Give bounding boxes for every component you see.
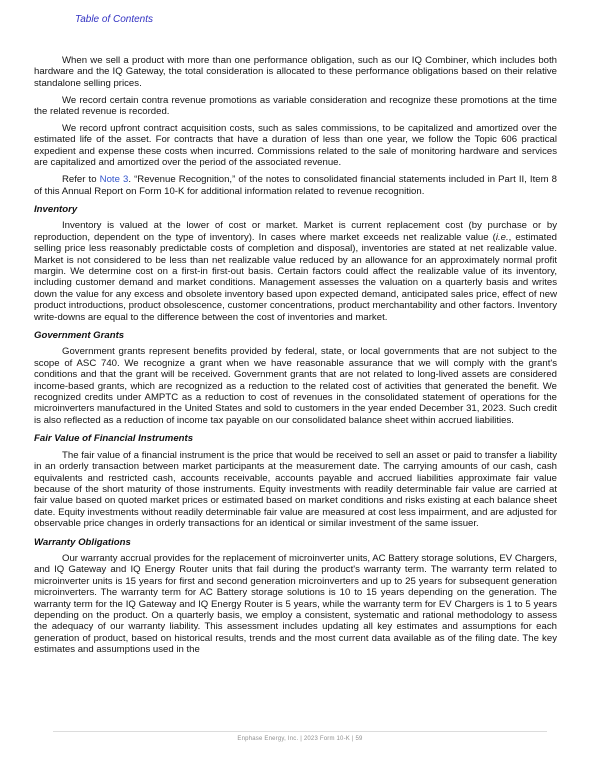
page-content [34, 0, 557, 661]
paragraph-contract-acquisition-costs: We record upfront contract acquisition costs, such as sales commissions, to be capitalized and amortized over the estimated life of the asset. For contracts that have a duration of less than one year, we follow the Topic 606 practical expedient and expense these costs when incurred. Commissions related to the sale of monitoring hardware and services are capitalized and amortized over the period of the associated revenue. [34, 123, 557, 169]
paragraph-text: . “Revenue Recognition,” of the notes to consolidated financial statements included in Part II, Item 8 of this Annual Report on Form 10-K for additional information related to revenue recognition. [34, 174, 557, 197]
heading-inventory: Inventory [34, 203, 78, 215]
ie-abbreviation: i.e. [495, 231, 509, 243]
paragraph-text: , estimated selling price less reasonably predictable costs of completion and disposal), inventories are stated at net realizable value. Market is not considered to be less than net realizable value reduced by an allowance for an approximately normal profit margin. We determine cost on a first-in first-out basis. Certain factors could affect the realizable value of its inventory, including customer demand and market conditions. Management assesses the valuation on a quarterly basis and writes down the value for any excess and obsolete inventory based upon expected demand, anticipated sales price, effect of new product introductions, product obsolescence, customer concentrations, product merchantability and other factors. Inventory write-downs are equal to the difference between the cost of inventories and market. [34, 231, 557, 323]
table-of-contents-link[interactable]: Table of Contents [75, 14, 154, 25]
footer-divider [53, 731, 547, 732]
paragraph-performance-obligation: When we sell a product with more than one performance obligation, such as our IQ Combiner, which includes both hardware and the IQ Gateway, the total consideration is allocated to these performance obligations based on their relative standalone selling prices. [34, 55, 557, 89]
footer-page-label: Enphase Energy, Inc. | 2023 Form 10-K | 59 [237, 736, 363, 742]
paragraph-refer-note-3 [34, 174, 557, 197]
note-3-link[interactable]: Note 3 [99, 174, 129, 186]
paragraph-government-grants: Government grants represent benefits provided by federal, state, or local governments that are not subject to the scope of ASC 740. We recognize a grant when we have reasonable assurance that we will comply with the grant's conditions and that the grant will be received. Government grants that are not related to long-lived assets are considered income-based grants, which are recognized as a reduction to the related cost of activities that generated the benefit. We recognized credits under AMPTC as a reduction to cost of revenues in the consolidated statement of operations for the microinverters manufactured in the United States and sold to customers in the year ended December 31, 2023. Such credit is also reflected as a reduction of income tax payable on our consolidated balance sheet within accrued liabilities. [34, 346, 557, 426]
paragraph-contra-revenue: We record certain contra revenue promotions as variable consideration and recognize these promotions at the time the related revenue is recorded. [34, 94, 557, 118]
paragraph-text: Refer to [62, 174, 100, 186]
paragraph-fair-value: The fair value of a financial instrument is the price that would be received to sell an asset or paid to transfer a liability in an orderly transaction between market participants at the measurement date. The carrying amounts of our cash, cash equivalents and restricted cash, accounts receivable, accounts payable and accrued liabilities approximate fair value because of the short maturity of those instruments. Equity investments with readily determinable fair value are carried at fair value based on quoted market prices or estimated based on market conditions and risks existing at each balance sheet date. Equity investments without readily determinable fair value are measured at cost less impairment, and are adjusted for observable price changes in orderly transactions for an identical or similar investment of the same issuer. [34, 449, 557, 530]
paragraph-warranty-obligations: Our warranty accrual provides for the replacement of microinverter units, AC Battery storage solutions, EV Chargers, and IQ Gateway and IQ Energy Router units that fail during the product's warranty term. The warranty term related to microinverter units is 15 years for first and second generation microinverters and up to 25 years for subsequent generation microinverters. The warranty term for AC Battery storage solutions is 10 to 15 years depending on the generation. The warranty term for the IQ Gateway and IQ Energy Router is 5 years, while the warranty term for EV Chargers is 1 to 5 years depending on the product. On a quarterly basis, we employ a consistent, systematic and rational methodology to assess the adequacy of our warranty liability. This assessment includes updating all key estimates and assumptions for each generation of product, based on historical results, trends and the most current data available as of the filing date. The key estimates and assumptions used in the [34, 552, 557, 656]
heading-fair-value: Fair Value of Financial Instruments [34, 433, 194, 445]
paragraph-inventory [34, 220, 557, 323]
heading-government-grants: Government Grants [34, 330, 125, 342]
body-text [34, 55, 557, 656]
paragraph-text: Inventory is valued at the lower of cost or market. Market is current replacement cost (by purchase or by reproduction, dependent on the type of inventory). In cases where market exceeds net realizable value ( [34, 220, 557, 243]
heading-warranty-obligations: Warranty Obligations [34, 536, 131, 548]
